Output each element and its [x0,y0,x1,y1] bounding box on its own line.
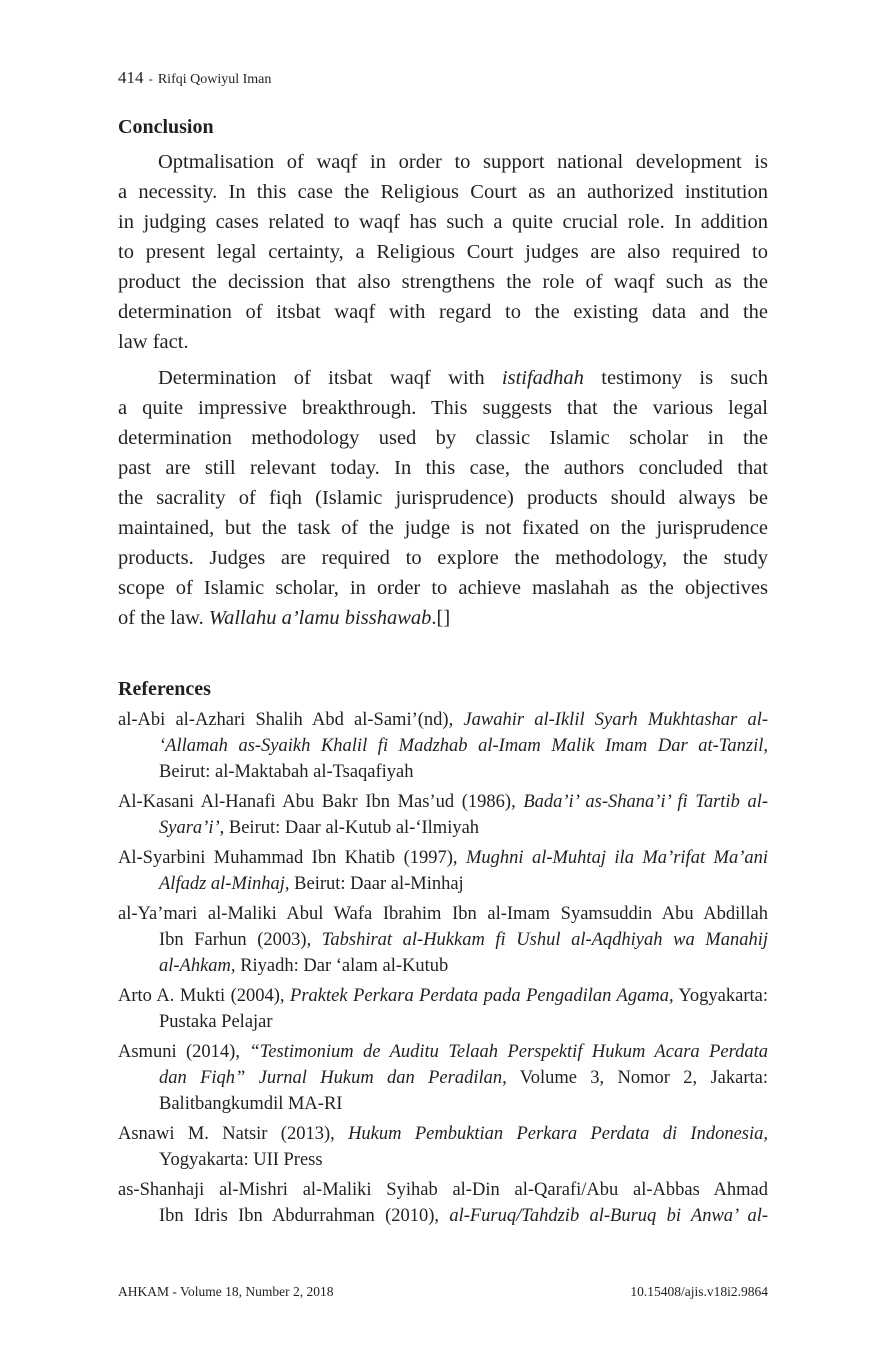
text: Asnawi M. Natsir (2013), [118,1124,349,1144]
italic-text: Syara’i’ [159,818,220,838]
header-separator: - [148,71,153,86]
text-line [118,453,768,483]
italic-text: ‘Allamah as-Syaikh Khalil fi Madzhab al-Imam Malik Imam Dar at-Tanzil, [159,736,768,756]
italic-text: Jawahir al-Iklil Syarh Mukhtashar al- [463,710,768,730]
text: Arto A. Mukti (2004), [118,986,291,1006]
text-line [118,1121,768,1147]
text: al-Abi al-Azhari Shalih Abd al-Sami’(nd), [118,710,464,730]
italic-text: Wallahu a’lamu bisshawab [208,607,432,629]
text-line [118,297,768,327]
reference-entry [118,901,768,979]
italic-text: Hukum Pembuktian Perkara Perdata di Indonesia, [348,1124,768,1144]
reference-entry [118,1121,768,1173]
text: Asmuni (2014), [118,1042,250,1062]
reference-entry [118,1039,768,1117]
text-line [118,207,768,237]
text: product the decission that also strengthens the role of waqf such as the [118,271,768,293]
text-line [118,603,768,633]
text-line [118,1039,768,1065]
text-line [118,363,768,393]
author-name: Rifqi Qowiyul Iman [157,72,272,87]
conclusion-body [118,147,768,633]
text: Volume 3, Nomor 2, Jakarta: [506,1068,768,1088]
text: , Yogyakarta: [668,986,768,1006]
text: Riyadh: Dar ‘alam al-Kutub [235,956,449,976]
reference-entry [118,1177,768,1229]
text-line [118,573,768,603]
text: Beirut: Daar al-Minhaj [289,874,464,894]
doi: 10.15408/ajis.v18i2.9864 [630,1284,768,1299]
text-line [118,733,768,759]
text: testimony is such [583,367,769,389]
italic-text: “Testimonium de Auditu Telaah Perspektif Hukum Acara Perdata [249,1042,768,1062]
text-line [118,1009,768,1035]
italic-text: Tabshirat al-Hukkam fi Ushul al-Aqdhiyah wa Manahij [321,930,768,950]
text: , Beirut: Daar al-Kutub al-‘Ilmiyah [219,818,480,838]
text-line [118,483,768,513]
text-line [118,147,768,177]
text: a necessity. In this case the Religious Court as an authorized institution [118,181,768,203]
text: in judging cases related to waqf has such a quite crucial role. In addition [118,211,768,233]
reference-entry [118,789,768,841]
text-line [118,815,768,841]
italic-text: Alfadz al-Minhaj, [159,874,290,894]
italic-text: al-Furuq/Tahdzib al-Buruq bi Anwa’ al- [449,1206,768,1226]
text: Determination of itsbat waqf with [158,367,502,389]
running-header [118,68,271,88]
text-line [118,901,768,927]
text-line [118,983,768,1009]
italic-text: dan Fiqh” Jurnal Hukum dan Peradilan, [159,1068,507,1088]
text-line [118,327,768,357]
text: scope of Islamic scholar, in order to achieve maslahah as the objectives [118,577,768,599]
text: Pustaka Pelajar [159,1012,273,1032]
text: .[] [431,607,451,629]
text-line [118,237,768,267]
text: of the law. [118,607,209,629]
text-line [118,871,768,897]
text: past are still relevant today. In this case, the authors concluded that [118,457,768,479]
text: products. Judges are required to explore the methodology, the study [118,547,768,569]
text-line [118,513,768,543]
page-footer [118,1284,768,1300]
text-line [118,707,768,733]
text-line [118,267,768,297]
conclusion-section [118,115,768,639]
text-line [118,543,768,573]
reference-entry [118,983,768,1035]
paragraph [118,147,768,357]
text: to present legal certainty, a Religious Court judges are also required to [118,241,768,263]
references-section [118,677,768,1233]
page-number: 414 [118,68,144,87]
text: Al-Kasani Al-Hanafi Abu Bakr Ibn Mas’ud (1986), [118,792,524,812]
text: law fact. [118,331,189,353]
text-line [118,1147,768,1173]
text: determination of itsbat waqf with regard to the existing data and the [118,301,768,323]
journal-info: AHKAM - Volume 18, Number 2, 2018 [118,1284,334,1299]
italic-text: istifadhah [501,367,584,389]
text-line [118,1091,768,1117]
text: al-Ya’mari al-Maliki Abul Wafa Ibrahim Ibn al-Imam Syamsuddin Abu Abdillah [118,904,768,924]
conclusion-heading: Conclusion [118,116,214,138]
italic-text: Praktek Perkara Perdata pada Pengadilan Agama [290,986,669,1006]
reference-entry [118,845,768,897]
text-line [118,177,768,207]
text: Ibn Farhun (2003), [159,930,322,950]
text: the sacrality of fiqh (Islamic jurisprudence) products should always be [118,487,768,509]
text: Yogyakarta: UII Press [159,1150,323,1170]
text-line [118,927,768,953]
text-line [118,1065,768,1091]
text: Optmalisation of waqf in order to support national development is [158,151,768,173]
text: Ibn Idris Ibn Abdurrahman (2010), [159,1206,450,1226]
text-line [118,845,768,871]
references-heading: References [118,678,211,700]
text-line [118,759,768,785]
text-line [118,1203,768,1229]
text-line [118,789,768,815]
reference-entry [118,707,768,785]
text: determination methodology used by classic Islamic scholar in the [118,427,768,449]
italic-text: Bada’i’ as-Shana’i’ fi Tartib al- [523,792,768,812]
italic-text: al-Ahkam, [159,956,236,976]
text: Al-Syarbini Muhammad Ibn Khatib (1997), [118,848,466,868]
text-line [118,423,768,453]
text-line [118,1177,768,1203]
text-line [118,393,768,423]
paragraph [118,363,768,633]
text: Beirut: al-Maktabah al-Tsaqafiyah [159,762,414,782]
italic-text: Mughni al-Muhtaj ila Ma’rifat Ma’ani [465,848,768,868]
text: maintained, but the task of the judge is not fixated on the jurisprudence [118,517,768,539]
text: a quite impressive breakthrough. This suggests that the various legal [118,397,768,419]
text: Balitbangkumdil MA-RI [159,1094,343,1114]
text: as-Shanhaji al-Mishri al-Maliki Syihab al-Din al-Qarafi/Abu al-Abbas Ahmad [118,1180,768,1200]
references-list [118,707,768,1229]
text-line [118,953,768,979]
